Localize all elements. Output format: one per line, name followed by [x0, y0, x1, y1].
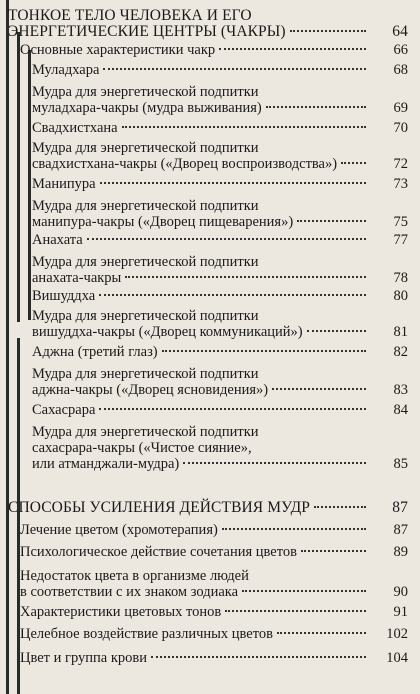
toc-entry[interactable]: Мудра для энергетической подпитки муладхара-чакры (мудра выживания) 69: [32, 84, 408, 116]
toc-entry[interactable]: Психологическое действие сочетания цветов 89: [20, 544, 408, 560]
toc-entry[interactable]: Мудра для энергетической подпитки вишуддха-чакры («Дворец коммуникаций») 81: [32, 308, 408, 340]
toc-entry[interactable]: Мудра для энергетической подпитки анахата-чакры 78: [32, 254, 408, 286]
toc-entry[interactable]: Свадхистхана 70: [32, 120, 408, 136]
toc-entry[interactable]: Муладхара 68: [32, 62, 408, 78]
section-rule: [6, 0, 9, 340]
toc-entry[interactable]: СПОСОБЫ УСИЛЕНИЯ ДЕЙСТВИЯ МУДР 87: [8, 499, 408, 516]
toc-entry[interactable]: Мудра для энергетической подпитки сахасрара-чакры («Чистое сияние», или атманджали-мудра) 85: [32, 424, 408, 472]
toc-entry[interactable]: Основные характеристики чакр 66: [20, 42, 408, 58]
subsection-rule: [28, 50, 31, 320]
toc-entry[interactable]: Недостаток цвета в организме людей в соответствии с их знаком зодиака 90: [20, 568, 408, 600]
toc-entry[interactable]: Мудра для энергетической подпитки аджна-чакры («Дворец ясновидения») 83: [32, 366, 408, 398]
subsection-rule: [17, 32, 20, 322]
toc-entry[interactable]: Манипура 73: [32, 176, 408, 192]
toc-entry[interactable]: Цвет и группа крови 104: [20, 650, 408, 666]
toc-entry[interactable]: Целебное воздействие различных цветов 102: [20, 626, 408, 642]
toc-entry[interactable]: Сахасрара 84: [32, 402, 408, 418]
toc-entry[interactable]: Мудра для энергетической подпитки манипура-чакры («Дворец пищеварения») 75: [32, 198, 408, 230]
toc-entry[interactable]: Характеристики цветовых тонов 91: [20, 604, 408, 620]
toc-entry[interactable]: Лечение цветом (хромотерапия) 87: [20, 522, 408, 538]
toc-entry[interactable]: Анахата 77: [32, 232, 408, 248]
toc-entry[interactable]: Мудра для энергетической подпитки свадхистхана-чакры («Дворец воспроизводства») 72: [32, 140, 408, 172]
toc-entry[interactable]: ТОНКОЕ ТЕЛО ЧЕЛОВЕКА И ЕГО ЭНЕРГЕТИЧЕСКИЕ ЦЕНТРЫ (ЧАКРЫ) 64: [8, 7, 408, 40]
toc-entry[interactable]: Вишуддха 80: [32, 288, 408, 304]
toc-entry[interactable]: Аджна (третий глаз) 82: [32, 344, 408, 360]
